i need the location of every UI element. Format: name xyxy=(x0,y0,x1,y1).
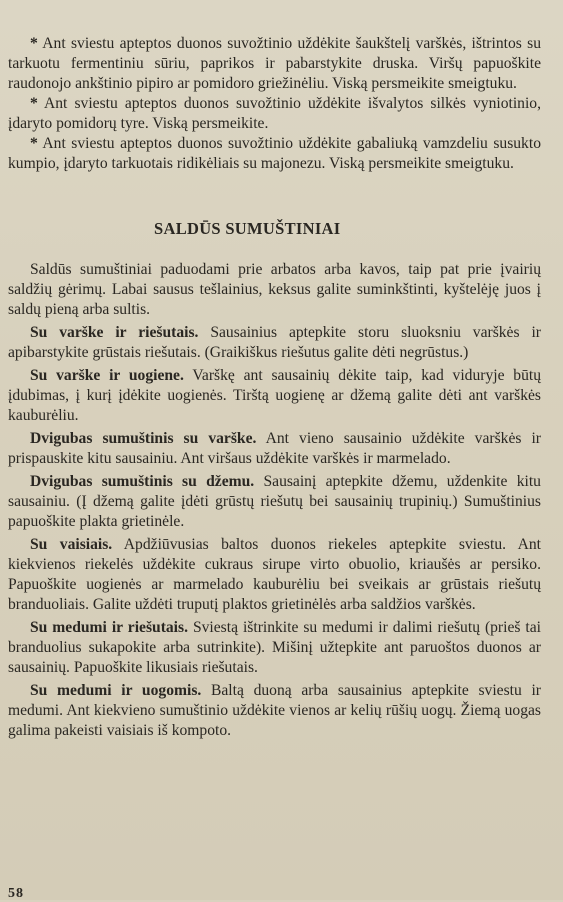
recipe-paragraph-5 xyxy=(8,535,541,615)
recipe-text: Apdžiūvusias baltos duonos riekeles aptepkite sviestu. Ant kiekvienos riekelės uždėkite cukraus sirupe virto obuolio, kriaušės ar persiko. Papuoškite uogienės ar marmelado kauburėliu bei sveikais ar grūstais riešutų branduoliais. Galite uždėti truputį plaktos grietinėlės arba saldžios varškės. xyxy=(8,536,541,613)
spacer xyxy=(8,240,541,260)
recipe-text: Ant vieno sausainio uždėkite varškės ir prispauskite kitu sausainiu. Ant viršaus uždėkite varškės ir marmelado. xyxy=(8,430,541,467)
recipe-paragraph-3 xyxy=(8,429,541,469)
recipe-text: Varškę ant sausainių dėkite taip, kad viduryje būtų įdubimas, į kurį įdėkite uogienės. Tirštą uogienę ar džemą galite dėti ant varškės kauburėliu. xyxy=(8,367,541,424)
recipe-paragraph-1 xyxy=(8,323,541,363)
recipe-title: Su medumi ir uogomis. xyxy=(30,682,202,699)
intro-paragraph: Saldūs sumuštiniai paduodami prie arbatos arba kavos, taip pat prie įvairių saldžių gėrimų. Labai sausus tešlainius, keksus galite suminkštinti, kyštelėję juos į saldų pieną arba sultis. xyxy=(8,261,541,318)
recipe-paragraph-6 xyxy=(8,618,541,678)
spacer xyxy=(8,174,541,218)
recipe-title: Su varške ir uogiene. xyxy=(30,367,184,384)
recipe-text: Sausainius aptepkite storu sluoksniu varškės ir apibarstykite grūstais riešutais. (Graikiškus riešutus galite dėti negrūstus.) xyxy=(8,324,541,361)
recipe-title: Su varške ir riešutais. xyxy=(30,324,199,341)
bullet-text: Ant sviestu apteptos duonos suvožtinio uždėkite gabaliuką vamzdeliu susukto kumpio, įdaryto tarkuotais ridikėliais su majonezu. Viską persmeikite smeigtuku. xyxy=(8,135,541,172)
bullet-paragraph-3 xyxy=(8,134,541,174)
bullet-paragraph-1 xyxy=(8,34,541,94)
recipe-title: Su medumi ir riešutais. xyxy=(30,619,188,636)
recipe-paragraph-4 xyxy=(8,472,541,532)
recipe-paragraph-2 xyxy=(8,366,541,426)
recipe-title: Dvigubas sumuštinis su varške. xyxy=(30,430,257,447)
recipe-title: Su vaisiais. xyxy=(30,536,113,553)
bullet-text: Ant sviestu apteptos duonos suvožtinio uždėkite išvalytos silkės vyniotinio, įdaryto pomidorų tyre. Viską persmeikite. xyxy=(8,95,541,132)
recipe-text: Sviestą ištrinkite su medumi ir dalimi riešutų (prieš tai branduolius sukapokite arba sutrinkite). Mišinį užtepkite ant paruoštos duonos ar sausainių. Papuoškite likusiais riešutais. xyxy=(8,619,541,676)
section-title: SALDŪS SUMUŠTINIAI xyxy=(154,219,341,238)
recipe-paragraph-7 xyxy=(8,681,541,741)
bullet-star: * xyxy=(30,35,38,52)
bullet-text: Ant sviestu apteptos duonos suvožtinio uždėkite šaukštelį varškės, ištrintos su tarkuotu fermentiniu sūriu, paprikos ir pabarstykite druska. Viršų papuoškite raudonojo ankštinio pipiro ar pomidoro griežinėliu. Viską persmeikite smeigtuku. xyxy=(8,35,541,92)
recipe-title: Dvigubas sumuštinis su džemu. xyxy=(30,473,255,490)
bullet-star: * xyxy=(30,95,38,112)
page-number: 58 xyxy=(8,886,24,901)
recipe-text: Sausainį aptepkite džemu, uždenkite kitu sausainiu. (Į džemą galite įdėti grūstų riešutų bei sausainių trupinių.) Sumuštinius papuoškite plakta grietinėle. xyxy=(8,473,541,530)
bullet-paragraph-2 xyxy=(8,94,541,134)
recipe-text: Baltą duoną arba sausainius aptepkite sviestu ir medumi. Ant kiekvieno sumuštinio uždėkite vienos ar kelių rūšių uogų. Žiemą uogas galima pakeisti vaisiais iš kompoto. xyxy=(8,682,541,739)
bullet-star: * xyxy=(30,135,38,152)
